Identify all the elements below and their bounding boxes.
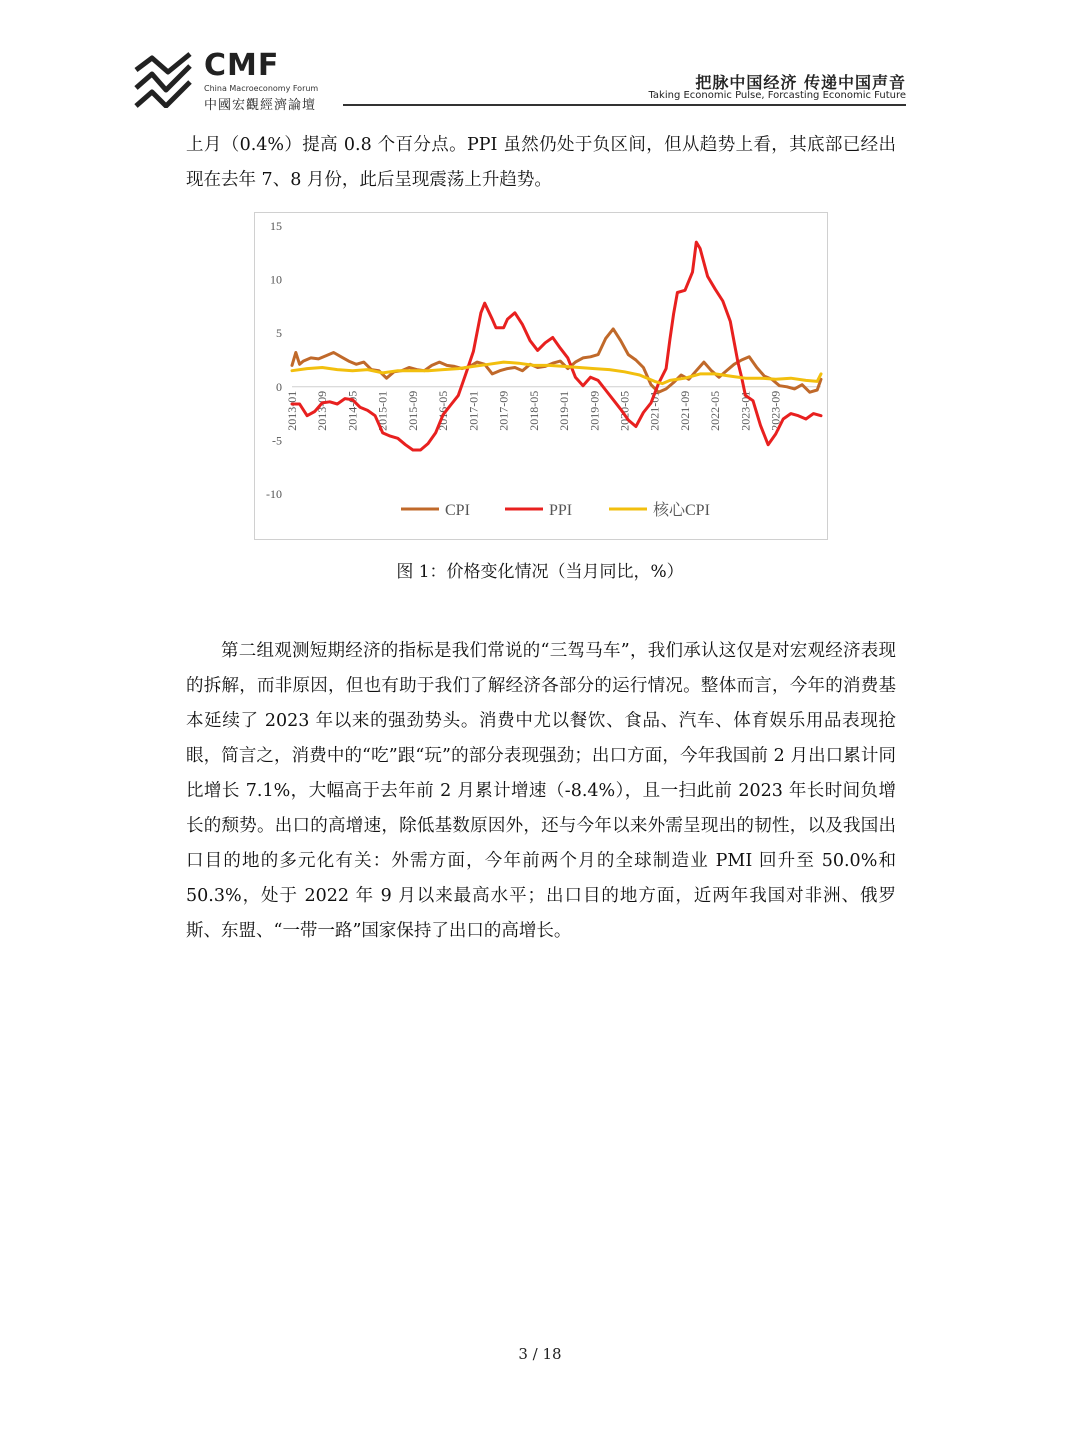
logo-subtitle-cn: 中國宏觀經濟論壇	[204, 98, 317, 113]
logo-text: CMF	[204, 48, 280, 83]
y-tick-label: 0	[276, 379, 282, 394]
x-tick-label: 2023-01	[738, 390, 753, 431]
paragraph-2-text: 第二组观测短期经济的指标是我们常说的“三驾马车”，我们承认这仅是对宏观经济表现的拆解，而非原因，但也有助于我们了解经济各部分的运行情况。整体而言，今年的消费基本延续了 2023 年以来的强劲势头。消费中尤以餐饮、食品、汽车、体育娱乐用品表现抢眼，简言之，消费中的“吃”跟“玩”的部分表现强劲；出口方面，今年我国前 2 月出口累计同比增长 7.1%，大幅高于去年前 2 月累计增速（-8.4%），且一扫此前 2023 年长时间负增长的颓势。出口的高增速，除低基数原因外，还与今年以来外需呈现出的韧性，以及我国出口目的地的多元化有关：外需方面，今年前两个月的全球制造业 PMI 回升至 50.0%和 50.3%，处于 2022 年 9 月以来最高水平；出口目的地方面，近两年我国对非洲、俄罗斯、东盟、“一带一路”国家保持了出口的高增长。	[186, 641, 896, 941]
slogan-en: Taking Economic Pulse, Forcasting Economic Future	[648, 90, 906, 101]
price-chart-svg	[255, 213, 827, 539]
slogan-cn: 把脉中国经济 传递中国声音	[695, 73, 906, 92]
paragraph-2	[186, 634, 896, 949]
x-tick-label: 2023-09	[768, 390, 783, 431]
x-tick-label: 2021-09	[677, 390, 692, 431]
paragraph-1	[186, 128, 896, 198]
x-tick-label: 2018-05	[526, 390, 541, 431]
x-tick-label: 2021-01	[647, 390, 662, 431]
x-tick-label: 2015-01	[375, 390, 390, 431]
header-divider	[343, 104, 906, 106]
paragraph-1-text: 上月（0.4%）提高 0.8 个百分点。PPI 虽然仍处于负区间，但从趋势上看，其底部已经出现在去年 7、8 月份，此后呈现震荡上升趋势。	[186, 135, 896, 190]
price-chart	[254, 212, 828, 540]
x-tick-label: 2015-09	[405, 390, 420, 431]
x-tick-label: 2019-09	[587, 390, 602, 431]
x-tick-label: 2013-01	[285, 390, 299, 431]
y-tick-label: 10	[270, 272, 282, 287]
legend-label-1: PPI	[549, 502, 573, 519]
figure-caption: 图 1：价格变化情况（当月同比，%）	[396, 562, 684, 582]
x-tick-label: 2017-01	[466, 390, 481, 431]
y-tick-label: -5	[272, 433, 282, 448]
page-number: 3 / 18	[518, 1345, 562, 1363]
x-tick-label: 2013-09	[315, 390, 330, 431]
cmf-logo-icon	[132, 52, 196, 108]
x-tick-label: 2017-09	[496, 390, 511, 431]
legend-label-2: 核心CPI	[653, 502, 710, 519]
legend-label-0: CPI	[445, 502, 470, 519]
x-tick-label: 2019-01	[557, 390, 572, 431]
x-tick-label: 2016-05	[436, 390, 451, 431]
page-header	[0, 0, 1080, 120]
y-tick-label: 15	[270, 219, 282, 233]
x-tick-label: 2014-05	[345, 390, 360, 431]
y-tick-label: 5	[276, 326, 282, 341]
x-tick-label: 2020-05	[617, 390, 632, 431]
y-tick-label: -10	[266, 487, 282, 501]
logo-subtitle-en: China Macroeconomy Forum	[204, 84, 319, 93]
x-tick-label: 2022-05	[708, 390, 723, 431]
